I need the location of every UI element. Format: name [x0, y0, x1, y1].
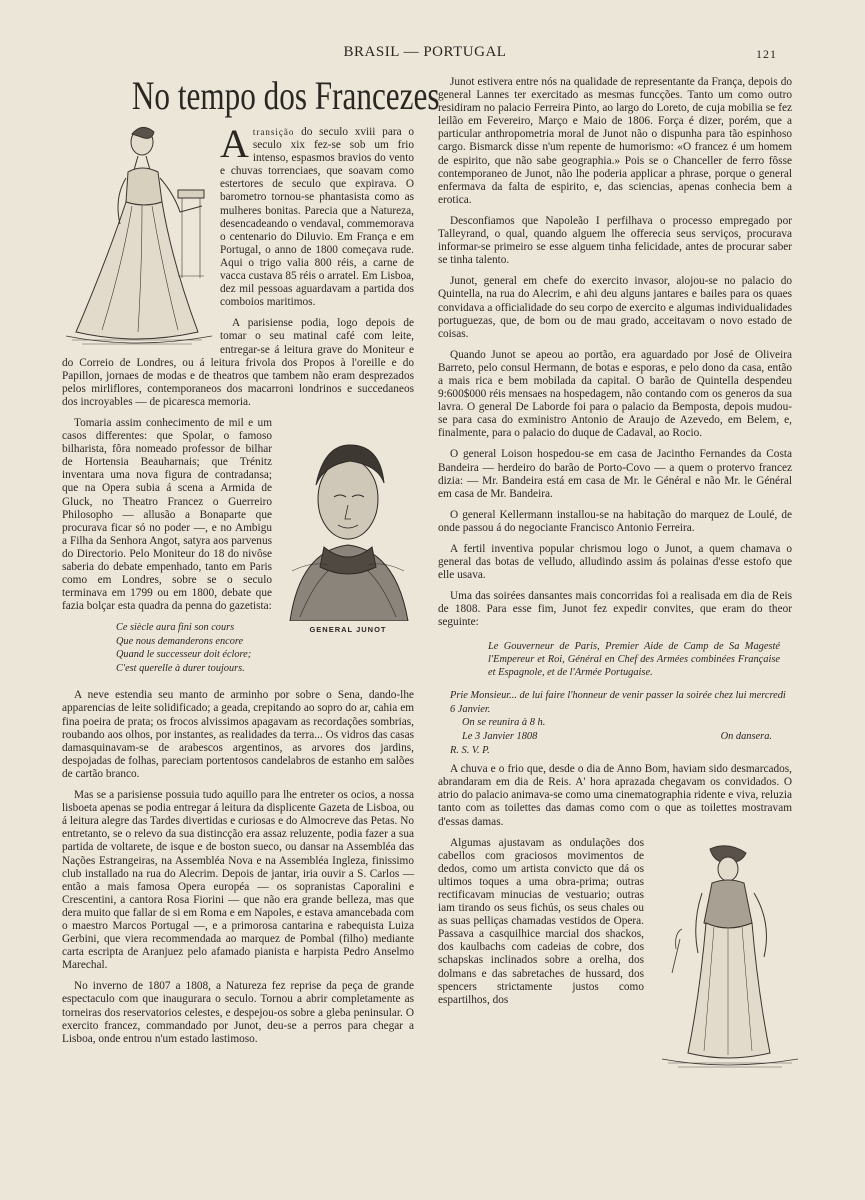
left-column	[62, 121, 414, 1054]
invitation-line: On se reunira à 8 h.	[462, 717, 546, 729]
paragraph-text: do seculo xviii para o seculo xix fez-se sob um frio intenso, espasmos bravios do vento e chuvas torrenciaes, que soavam como estertores de seculo que expirava. O barometro tornou-se phantasista como as mulheres bonitas. Parecia que a Natureza, desencadeando o vendaval, commemorava o centenario do Diluvio. Em França e em Portugal, o anno de 1800 começava rude. Aqui o trigo valia 800 réis, a carne de vacca custava 85 réis o arratel. Em Lisboa, dez mil pessoas aguardavam a partida dos comboios maritimos.	[220, 126, 414, 309]
small-caps-lead: transição	[252, 127, 295, 137]
woman-empire-dress-icon	[62, 126, 212, 352]
portrait-caption: GENERAL JUNOT	[309, 624, 387, 634]
invitation-rsvp: R. S. V. P.	[450, 744, 490, 756]
paragraph: O general Loison hospedou-se em casa de Jacintho Fernandes da Costa Bandeira — herdeiro do barão de Porto-Covo — a quem o protervo francez dizia: — Mr. Bandeira está em casa de Mr. le Général e não Mr. le Général em casa de Mr. Bandeira.	[438, 448, 792, 500]
paragraph: Uma das soirées dansantes mais concorridas foi a realisada em dia de Reis de 1808. Para esse fim, Junot fez expedir convites, que eram do theor seguinte:	[438, 590, 792, 629]
paragraph: Junot estivera entre nós na qualidade de representante da França, depois do general Lannes ter exercitado as mesmas funcções. Tanto um como outro residiram no palacio Ferreira Pinto, ao largo do Loreto, de cuja mobilia se fez leilão em Fevereiro, Março e Maio de 1806. Força é dizer, porém, que a particular anthropometria moral de Junot não o dispunha para tão espinhoso cargo. Bismarck disse n'um repente de humorismo: «O francez é um homem de espirito, que não sabe geographia.» Pois se o Chanceller de ferro fôsse contemporaneo de Junot, não lhe poderia applicar a phrase, porque o general enfermava da falta de espirito, e, das sciencias, apenas conhecia bem a erotica.	[438, 76, 792, 206]
verse-line: Que nous demanderons encore	[116, 635, 244, 647]
verse-line: C'est querelle à durer toujours.	[116, 662, 245, 674]
paragraph: Algumas ajustavam as ondulações dos cabellos com graciosos movimentos de dedos, como um artista convicto que dá os ultimos toques a uma obra-prima; outras rectificavam minucias de vestuario; outras iam tirando os seus fichús, os seus chales ou as suas pelliças chamadas vestidos de Opera. Passava a casquilhice marcial dos shackos, dos kaulbachs com cadeias de cobre, dos schapskas inclinados sobre a orelha, dos dolmans e das sabretaches de hussard, dos spencers strictamente justos como espartilhos, dos	[438, 836, 644, 1006]
junot-portrait-icon	[280, 421, 416, 621]
right-column	[438, 76, 792, 1107]
paragraph: A neve estendia seu manto de arminho por sobre o Sena, dando-lhe apparencias de leite solidificado; a geada, crepitando ao sopro do ar, cahia em fina poeira de prata; os frocos alvissimos apagavam as recordações sombrias, roubando aos olhos, por instantes, as realidades da terra... Os vidros das casas damasquinavam-se de arabescos argentinos, as arvores dos jardins, despojadas de folhas, pareciam portentosos candelabros de estanho em salões de cartão branco.	[62, 689, 414, 780]
page-number: 121	[756, 47, 777, 61]
paragraph: Desconfiamos que Napoleão I perfilhava o processo empregado por Talleyrand, o qual, quando alguem lhe offerecia seus serviços, procurava informar-se primeiro se esse alguem tinha felicidade, antes de procurar saber se tinha talento.	[438, 214, 792, 267]
invitation-body	[450, 689, 792, 757]
paragraph: Junot, general em chefe do exercito invasor, alojou-se no palacio do Quintella, na rua do Alecrim, e ahi deu alguns jantares e bailes para os quaes convidava a officialidade do seu corpo de exercito e algumas individualidades portuguezas, que, de bom ou de mau grado, acceitavam o novo estado de coisas.	[438, 275, 792, 340]
paragraph: No inverno de 1807 a 1808, a Natureza fez reprise da peça de grande espectaculo com que inaugurara o seculo. Tornou a abrir completamente as torneiras dos reservatorios celestes, e despejou-os sobre a gleba peninsular. O exercito francez, commandado por Junot, deu-se a perros para chegar a Lisboa, onde entrou n'um estado lastimoso.	[62, 980, 414, 1045]
invitation-text: Le Gouverneur de Paris, Premier Aide de Camp de Sa Magesté l'Empereur et Roi, Général en Chef des Armées combinées Française et Espagnole, et de l'Armée Portugaise.	[488, 640, 780, 678]
paragraph: Mas se a parisiense possuia tudo aquillo para lhe entreter os ocios, a nossa lisboeta apenas se podia entregar á leitura da displicente Gazeta de Lisboa, ou á leitura alegre das Tardes divertidas e curiosas e do Almocreve das Petas. No entretanto, se o relevo da sua distincção era assaz reluzente, podia fazer a sua partida de voltarete, de isque e de boston sueco, ou dansar na Assembléa das Nações Estrangeiras, na Assembléa Nova e na Assembléa Ingleza, finissimo club installado na rua do Alecrim. Depois de jantar, iria ouvir a S. Carlos — então a mais famosa Opera européa — os sopranistas Caporalini e Crescentini, a cantora Rosa Fiorini — que não era grande belleza, mas que dera muito que fallar de si em Roma e em Napoles, e estava amancebada com o maestro Marcos Portugal —, e a primorosa cantarina e rabequista Luiza Gerbini, que viera recommendada ao marquez de Pombal (filho) mediante carta escripta de Aranjuez pelo afamado pianista e harpista Pedro Anselmo Marechal.	[62, 789, 414, 972]
running-title: BRASIL — PORTUGAL	[343, 44, 507, 60]
article-title: No tempo dos Francezes	[131, 73, 440, 118]
verse-line: Quand le successeur doit éclore;	[116, 649, 252, 661]
invitation-row	[450, 730, 792, 744]
woman-shawl-dress-icon	[652, 843, 802, 1103]
verse-line: Ce siècle aura fini son cours	[116, 622, 235, 634]
paragraph: A fertil inventiva popular chrismou logo o Junot, a quem chamava o general das botas de velludo, alludindo assim ás polainas d'esse estofo que elle usava.	[438, 543, 792, 582]
paragraph: Quando Junot se apeou ao portão, era aguardado por José de Oliveira Barreto, pelo consul Hermann, de botas e esporas, e pelo dono da casa, então a mais rica e bem mobilada da capital. O barão de Quintella despendeu 9:600$000 réis mensaes na hospedagem, não contando com os generos da sua lavra. O general De Laborde foi para o palacio da Bemposta, depois mudou-se para casa do exministro Antonio de Araujo de Azevedo, em Belem, e, finalmente, para o palacio do duque de Cadaval, ao Rocio.	[438, 348, 792, 440]
paragraph: Tomaria assim conhecimento de mil e um casos differentes: que Spolar, o famoso bilharista, fôra nomeado professor de bilhar de Hortensia Beauharnais; que Trénitz inventara uma nova figura de contradansa; que na Opera subia á scena a Armida de Gluck, no Theatro Francez o Guerreiro Philosopho — allusão a Bonaparte que procurava ficar só no poder —, e no Ambigu a Filha da Senhora Angot, satyra aos parvenus do Directorio. Pelo Moniteur do 18 do nivôse saberia do debate empenhado, tanto em Paris como em Londres, sobre se o seculo terminava em 1799 ou em 1800, debate que fazia bolçar esta quadra da penna do gazetista:	[62, 416, 272, 613]
portrait-figure	[280, 421, 416, 646]
drop-cap: A	[220, 121, 249, 166]
invitation-dance: On dansera.	[720, 730, 772, 742]
invitation-line: Prie Monsieur... de lui faire l'honneur de venir passer la soirée chez lui mercredi 6 Janvier.	[450, 690, 786, 715]
paragraph: A parisiense podia, logo depois de tomar o seu matinal café com leite, entregar-se á leitura grave do Moniteur e do Correio de Londres, ou á leitura frivola dos Propos à l'oreille e do Papillon, jornaes de modas e de theatros que tambem não eram desprezados pelos mirliflores, contemporaneos dos macarroni londrinos e succedaneos dos incroyables — de picaresca memoria.	[62, 317, 414, 408]
paragraph: O general Kellermann installou-se na habitação do marquez de Loulé, de onde passou á do negociante Francisco Antonio Ferreira.	[438, 508, 792, 534]
paragraph: A chuva e o frio que, desde o dia de Anno Bom, haviam sido desmarcados, abrandaram em dia de Reis. A' hora aprazada chegavam os convidados. O atrio do palacio animava-se como uma cinematographia ridente e viva, reluzia tanto com as toilettes das damas como com o que as toilettes mostravam d'essas damas.	[438, 763, 792, 828]
invitation-date: Le 3 Janvier 1808	[462, 730, 538, 742]
